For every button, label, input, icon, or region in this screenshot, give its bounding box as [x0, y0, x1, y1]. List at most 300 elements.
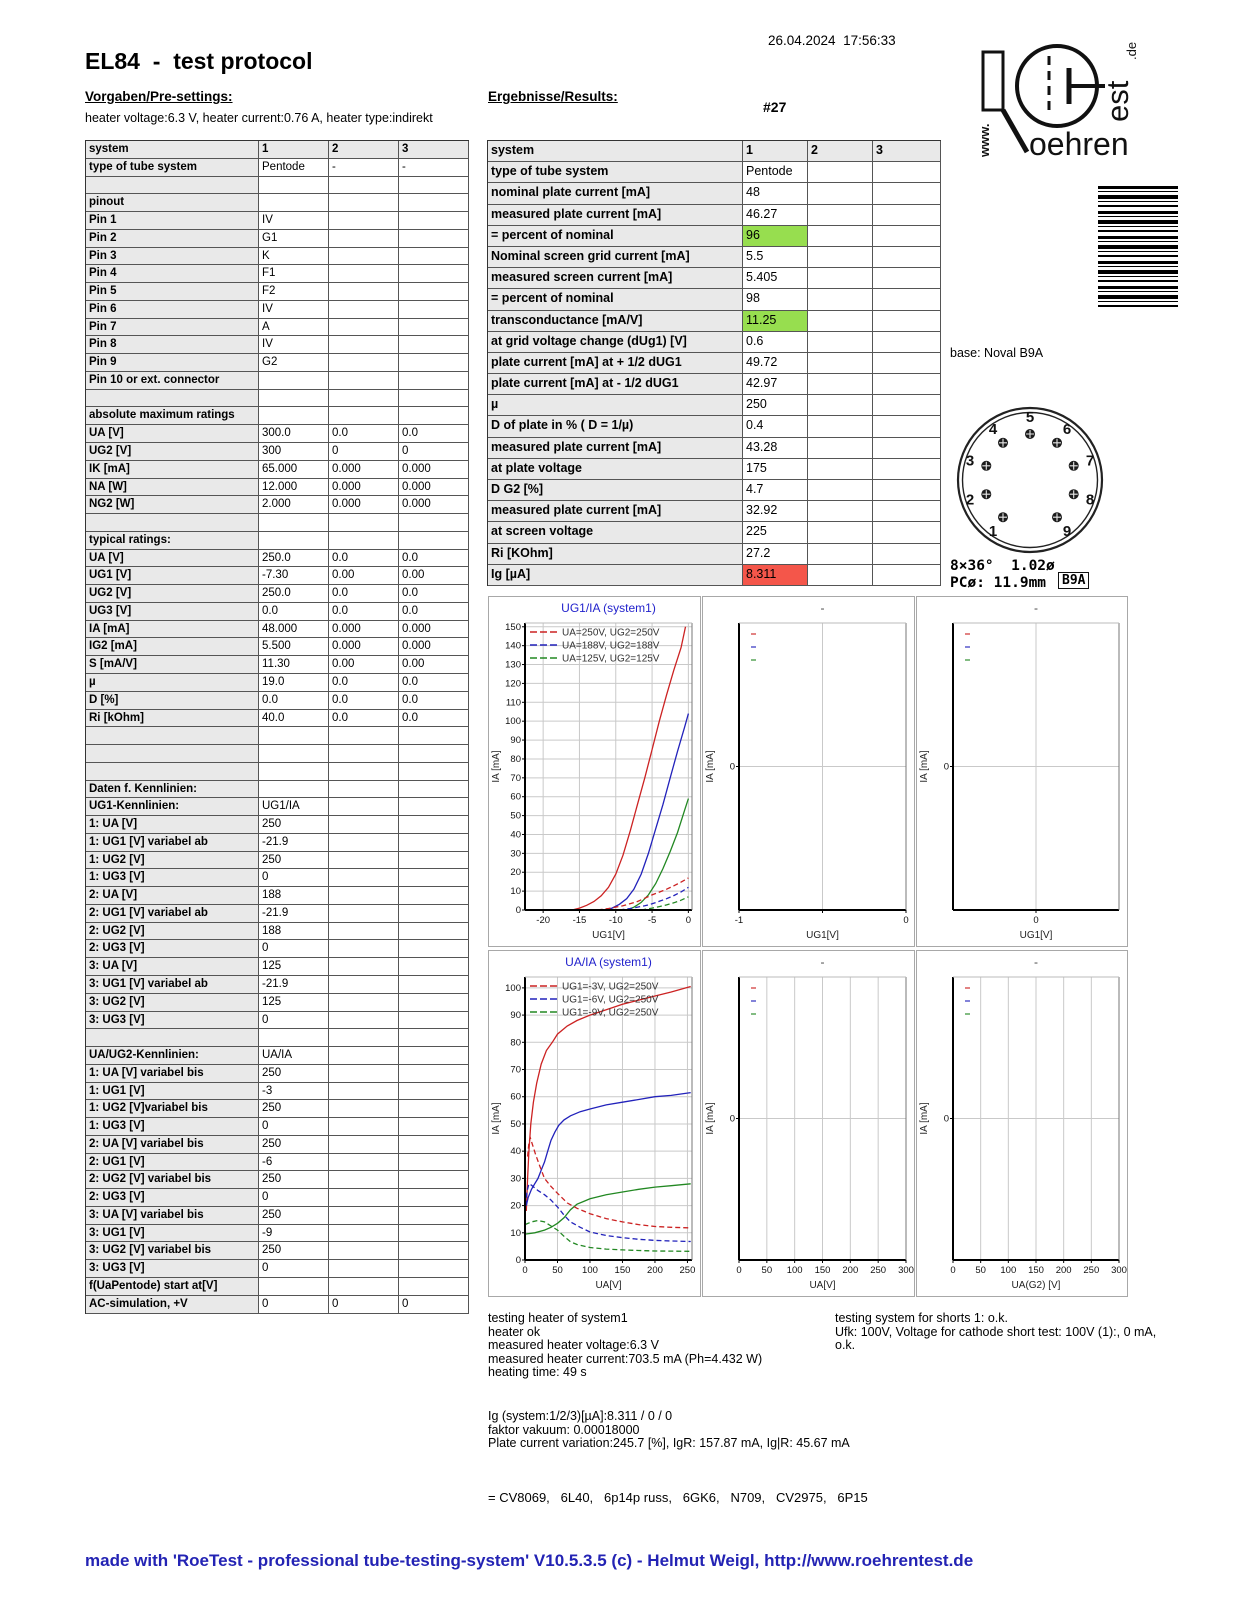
- row-label: measured screen current [mA]: [488, 268, 743, 289]
- row-label: [86, 390, 259, 408]
- row-value: [873, 438, 941, 459]
- row-label: 2: UG2 [V] variabel bis: [86, 1171, 259, 1189]
- svg-text:-5: -5: [647, 915, 657, 926]
- svg-text:0: 0: [729, 761, 735, 773]
- socket-diagram: [948, 400, 1112, 558]
- row-value: 0.4: [743, 416, 808, 437]
- row-value: [399, 230, 469, 248]
- svg-text:30: 30: [510, 848, 521, 860]
- svg-text:200: 200: [647, 1265, 663, 1276]
- row-value: 1: [259, 141, 329, 159]
- svg-text:80: 80: [510, 1037, 521, 1049]
- note-line: testing system for shorts 1: o.k.: [835, 1311, 1008, 1325]
- svg-text:0: 0: [515, 1255, 521, 1266]
- row-value: 0.000: [329, 638, 399, 656]
- row-value: [808, 459, 873, 480]
- row-value: A: [259, 319, 329, 337]
- table-row: [86, 958, 469, 976]
- row-value: [399, 834, 469, 852]
- svg-text:90: 90: [510, 735, 521, 747]
- svg-text:130: 130: [505, 659, 521, 671]
- row-label: Pin 1: [86, 212, 259, 230]
- table-row: [86, 1118, 469, 1136]
- table-row: [86, 1189, 469, 1207]
- row-value: [329, 1225, 399, 1243]
- svg-text:300: 300: [1111, 1265, 1127, 1276]
- svg-text:-: -: [1034, 601, 1038, 615]
- svg-text:20: 20: [510, 1200, 521, 1212]
- row-label: measured plate current [mA]: [488, 205, 743, 226]
- row-label: nominal plate current [mA]: [488, 183, 743, 204]
- row-value: [808, 501, 873, 522]
- table-row: [86, 1012, 469, 1030]
- chart-empty-system2-ua: [702, 950, 915, 1297]
- row-value: 2: [808, 141, 873, 162]
- row-label: Pin 6: [86, 301, 259, 319]
- table-row: [86, 1278, 469, 1296]
- row-label: measured plate current [mA]: [488, 438, 743, 459]
- row-label: Nominal screen grid current [mA]: [488, 247, 743, 268]
- row-value: [329, 1171, 399, 1189]
- svg-text:100: 100: [786, 1265, 803, 1276]
- table-row: [488, 183, 941, 204]
- table-row: [86, 283, 469, 301]
- row-label: 1: UG1 [V]: [86, 1083, 259, 1101]
- row-value: -21.9: [259, 976, 329, 994]
- row-value: 0.000: [399, 496, 469, 514]
- note-line: heating time: 49 s: [488, 1365, 587, 1380]
- row-value: [259, 390, 329, 408]
- table-row: [86, 638, 469, 656]
- table-row: [86, 443, 469, 461]
- row-value: 0.00: [329, 656, 399, 674]
- note-line: Plate current variation:245.7 [%], IgR: 157.87 mA, Ig|R: 45.67 mA: [488, 1436, 850, 1451]
- row-label: µ: [488, 395, 743, 416]
- row-label: Ri [KOhm]: [488, 544, 743, 565]
- row-value: 0.0: [329, 425, 399, 443]
- table-row: [86, 1260, 469, 1278]
- row-value: [329, 1207, 399, 1225]
- row-value: 42.97: [743, 374, 808, 395]
- table-row: [86, 479, 469, 497]
- table-row: [86, 1242, 469, 1260]
- table-row: [86, 550, 469, 568]
- row-value: 250: [259, 1207, 329, 1225]
- svg-text:UG1=-3V, UG2=250V: UG1=-3V, UG2=250V: [562, 981, 659, 993]
- row-label: Pin 8: [86, 336, 259, 354]
- row-value: [399, 816, 469, 834]
- row-value: 2.000: [259, 496, 329, 514]
- table-row: [86, 1154, 469, 1172]
- row-value: [329, 1278, 399, 1296]
- row-value: [329, 1189, 399, 1207]
- row-label: 1: UG2 [V]variabel bis: [86, 1100, 259, 1118]
- row-value: [329, 1083, 399, 1101]
- heater-notes: [488, 1312, 828, 1380]
- row-value: [329, 407, 399, 425]
- row-label: UG1-Kennlinien:: [86, 798, 259, 816]
- svg-text:40: 40: [510, 1146, 521, 1158]
- row-label: D of plate in % ( D = 1/µ): [488, 416, 743, 437]
- row-value: 27.2: [743, 544, 808, 565]
- table-row: [86, 1029, 469, 1047]
- row-value: 32.92: [743, 501, 808, 522]
- row-value: [259, 745, 329, 763]
- row-value: [329, 816, 399, 834]
- svg-text:60: 60: [510, 1091, 521, 1103]
- row-value: UG1/IA: [259, 798, 329, 816]
- row-value: [399, 1171, 469, 1189]
- chart-ua-ia: [488, 950, 701, 1297]
- row-label: UA [V]: [86, 425, 259, 443]
- row-value: 0.000: [329, 496, 399, 514]
- row-value: [259, 407, 329, 425]
- row-value: 48.000: [259, 621, 329, 639]
- logo-de-text: .de: [1124, 41, 1139, 60]
- row-label: AC-simulation, +V: [86, 1296, 259, 1314]
- table-row: [86, 905, 469, 923]
- row-value: 250: [259, 1065, 329, 1083]
- svg-text:10: 10: [510, 1227, 521, 1239]
- row-label: [86, 727, 259, 745]
- row-label: UG3 [V]: [86, 603, 259, 621]
- row-value: [808, 247, 873, 268]
- svg-text:-: -: [820, 601, 825, 615]
- row-value: [259, 372, 329, 390]
- row-value: [399, 1083, 469, 1101]
- logo-www-text: www.: [977, 123, 992, 157]
- row-value: [399, 1154, 469, 1172]
- row-value: 125: [259, 958, 329, 976]
- row-value: [329, 940, 399, 958]
- page-title: EL84 - test protocol: [85, 48, 313, 74]
- row-value: 0.000: [399, 621, 469, 639]
- svg-text:IA [mA]: IA [mA]: [491, 1102, 502, 1135]
- table-row: [86, 177, 469, 195]
- row-value: [808, 226, 873, 247]
- row-value: [399, 372, 469, 390]
- chart-ug1-ia: [488, 596, 701, 947]
- row-value: [808, 374, 873, 395]
- row-value: 0.0: [329, 603, 399, 621]
- table-row: [86, 976, 469, 994]
- row-value: [329, 923, 399, 941]
- svg-text:7: 7: [1085, 452, 1095, 470]
- table-row: [86, 1083, 469, 1101]
- row-value: [873, 205, 941, 226]
- svg-text:-15: -15: [572, 915, 587, 926]
- row-label: Daten f. Kennlinien:: [86, 781, 259, 799]
- row-value: [808, 205, 873, 226]
- note-line: measured heater current:703.5 mA (Ph=4.432 W): [488, 1351, 763, 1366]
- table-row: [488, 501, 941, 522]
- table-row: [86, 603, 469, 621]
- svg-text:9: 9: [1062, 523, 1072, 540]
- table-row: [86, 745, 469, 763]
- row-label: = percent of nominal: [488, 289, 743, 310]
- logo-r-leg: [1003, 110, 1027, 152]
- row-label: 3: UG2 [V]: [86, 994, 259, 1012]
- row-value: 0.0: [399, 425, 469, 443]
- row-value: [329, 834, 399, 852]
- row-label: plate current [mA] at + 1/2 dUG1: [488, 353, 743, 374]
- row-label: 2: UG2 [V]: [86, 923, 259, 941]
- svg-text:50: 50: [510, 810, 521, 822]
- table-row: [488, 205, 941, 226]
- table-row: [86, 1100, 469, 1118]
- row-value: 0.0: [399, 550, 469, 568]
- row-label: 2: UG1 [V]: [86, 1154, 259, 1172]
- row-label: pinout: [86, 194, 259, 212]
- table-row: [488, 162, 941, 183]
- row-value: [329, 319, 399, 337]
- row-label: 3: UG1 [V] variabel ab: [86, 976, 259, 994]
- table-row: [86, 354, 469, 372]
- row-value: [399, 1189, 469, 1207]
- row-value: [399, 745, 469, 763]
- row-value: [329, 763, 399, 781]
- table-row: [86, 1296, 469, 1314]
- row-value: [873, 480, 941, 501]
- svg-text:0: 0: [943, 761, 949, 773]
- row-value: 0.0: [399, 585, 469, 603]
- svg-text:IA [mA]: IA [mA]: [705, 1102, 716, 1135]
- table-row: [86, 763, 469, 781]
- row-value: 0.00: [399, 567, 469, 585]
- row-value: Pentode: [743, 162, 808, 183]
- svg-text:100: 100: [1000, 1265, 1017, 1276]
- row-label: Pin 4: [86, 265, 259, 283]
- row-label: 1: UG2 [V]: [86, 852, 259, 870]
- table-row: [488, 374, 941, 395]
- row-value: 3: [873, 141, 941, 162]
- note-line: measured heater voltage:6.3 V: [488, 1338, 659, 1353]
- row-label: 2: UA [V]: [86, 887, 259, 905]
- row-label: type of tube system: [488, 162, 743, 183]
- row-value: 0.0: [329, 585, 399, 603]
- svg-text:UA/IA (system1): UA/IA (system1): [565, 955, 652, 969]
- row-label: Pin 10 or ext. connector: [86, 372, 259, 390]
- base-badge: B9A: [1058, 572, 1089, 589]
- table-row: [488, 544, 941, 565]
- row-label: 3: UG3 [V]: [86, 1260, 259, 1278]
- shorts-notes: [835, 1312, 1165, 1353]
- row-value: [329, 1136, 399, 1154]
- row-value: 0.00: [399, 656, 469, 674]
- row-value: 49.72: [743, 353, 808, 374]
- row-label: measured plate current [mA]: [488, 501, 743, 522]
- table-row: [488, 289, 941, 310]
- logo-est-text: est: [1100, 80, 1135, 122]
- row-label: plate current [mA] at - 1/2 dUG1: [488, 374, 743, 395]
- svg-text:0: 0: [515, 905, 521, 916]
- note-line: Ufk: 100V, Voltage for cathode short test: 100V (1):, 0 mA, o.k.: [835, 1324, 1157, 1353]
- svg-text:200: 200: [842, 1265, 859, 1276]
- row-value: [329, 905, 399, 923]
- table-row: [86, 621, 469, 639]
- row-value: 0.6: [743, 332, 808, 353]
- row-value: 0.0: [399, 603, 469, 621]
- table-row: [488, 565, 941, 586]
- row-value: [873, 289, 941, 310]
- row-value: [329, 177, 399, 195]
- row-value: [808, 183, 873, 204]
- row-label: f(UaPentode) start at[V]: [86, 1278, 259, 1296]
- row-value: [259, 1278, 329, 1296]
- row-label: 1: UA [V]: [86, 816, 259, 834]
- table-row: [488, 268, 941, 289]
- table-row: [86, 496, 469, 514]
- table-row: [488, 247, 941, 268]
- row-value: 11.30: [259, 656, 329, 674]
- results-table: [487, 140, 941, 586]
- row-value: [329, 265, 399, 283]
- row-label: = percent of nominal: [488, 226, 743, 247]
- row-value: [399, 1012, 469, 1030]
- row-value: [399, 781, 469, 799]
- row-value: [399, 390, 469, 408]
- svg-text:50: 50: [975, 1265, 986, 1276]
- svg-text:UG1[V]: UG1[V]: [592, 930, 625, 941]
- svg-text:5: 5: [1025, 409, 1035, 426]
- chart-empty-system3-ua: [916, 950, 1128, 1297]
- table-row: [488, 311, 941, 332]
- row-value: 5.500: [259, 638, 329, 656]
- row-label: 2: UG1 [V] variabel ab: [86, 905, 259, 923]
- row-value: [399, 994, 469, 1012]
- row-label: transconductance [mA/V]: [488, 311, 743, 332]
- svg-text:150: 150: [505, 621, 521, 633]
- row-label: at grid voltage change (dUg1) [V]: [488, 332, 743, 353]
- row-value: [399, 798, 469, 816]
- table-row: [86, 674, 469, 692]
- base-dimensions: 8×36° 1.02ø: [950, 558, 1055, 574]
- row-value: 0.0: [329, 550, 399, 568]
- table-row: [86, 212, 469, 230]
- table-row: [488, 416, 941, 437]
- svg-text:0: 0: [1033, 915, 1039, 926]
- svg-text:2: 2: [965, 491, 975, 509]
- row-value: 0: [329, 1296, 399, 1314]
- table-row: [86, 923, 469, 941]
- svg-text:150: 150: [814, 1265, 831, 1276]
- svg-text:0: 0: [943, 1113, 949, 1125]
- row-value: 0: [399, 1296, 469, 1314]
- row-label: NA [W]: [86, 479, 259, 497]
- row-value: 0: [259, 1260, 329, 1278]
- row-value: [329, 745, 399, 763]
- row-value: F1: [259, 265, 329, 283]
- row-value: 12.000: [259, 479, 329, 497]
- row-value: -3: [259, 1083, 329, 1101]
- row-label: UG2 [V]: [86, 443, 259, 461]
- row-value: IV: [259, 212, 329, 230]
- row-value: 0.000: [399, 479, 469, 497]
- row-value: 250: [259, 816, 329, 834]
- row-value: 0: [399, 443, 469, 461]
- svg-text:-20: -20: [536, 915, 551, 926]
- svg-text:UG1=-6V, UG2=250V: UG1=-6V, UG2=250V: [562, 994, 659, 1006]
- svg-text:UA[V]: UA[V]: [595, 1280, 622, 1291]
- row-label: Ig [µA]: [488, 565, 743, 586]
- table-row: [86, 834, 469, 852]
- svg-text:6: 6: [1062, 421, 1072, 438]
- svg-text:50: 50: [552, 1265, 563, 1276]
- row-value: [399, 354, 469, 372]
- table-row: [86, 692, 469, 710]
- svg-text:UA(G2) [V]: UA(G2) [V]: [1011, 1280, 1061, 1291]
- row-value: [873, 162, 941, 183]
- row-value: 8.311: [743, 565, 808, 586]
- table-row: [86, 887, 469, 905]
- table-row: [86, 407, 469, 425]
- row-value: [399, 727, 469, 745]
- row-value: [873, 226, 941, 247]
- table-row: [86, 141, 469, 159]
- table-row: [86, 336, 469, 354]
- table-row: [86, 1047, 469, 1065]
- row-value: [808, 332, 873, 353]
- row-value: 225: [743, 522, 808, 543]
- row-value: 188: [259, 923, 329, 941]
- row-value: [399, 958, 469, 976]
- row-value: [399, 763, 469, 781]
- row-value: 175: [743, 459, 808, 480]
- row-value: 48: [743, 183, 808, 204]
- row-label: 3: UG3 [V]: [86, 1012, 259, 1030]
- row-value: [399, 532, 469, 550]
- row-value: 43.28: [743, 438, 808, 459]
- row-value: [399, 194, 469, 212]
- svg-text:-1: -1: [734, 915, 744, 926]
- row-value: [873, 416, 941, 437]
- row-value: G2: [259, 354, 329, 372]
- row-value: [873, 544, 941, 565]
- svg-text:70: 70: [510, 1064, 521, 1076]
- svg-text:50: 50: [761, 1265, 773, 1276]
- row-value: [399, 1225, 469, 1243]
- row-value: 0: [259, 1189, 329, 1207]
- row-label: 2: UG3 [V]: [86, 940, 259, 958]
- row-label: D G2 [%]: [488, 480, 743, 501]
- row-value: 250: [259, 1136, 329, 1154]
- row-value: [399, 1207, 469, 1225]
- row-value: -9: [259, 1225, 329, 1243]
- row-label: 3: UA [V] variabel bis: [86, 1207, 259, 1225]
- table-row: [86, 781, 469, 799]
- row-value: [329, 1047, 399, 1065]
- row-value: [808, 438, 873, 459]
- equivalent-types-line: = CV8069, 6L40, 6p14p russ, 6GK6, N709, CV2975, 6P15: [488, 1490, 868, 1505]
- svg-text:-: -: [1034, 955, 1038, 969]
- row-value: [399, 336, 469, 354]
- svg-text:250: 250: [870, 1265, 887, 1276]
- row-value: 0.0: [399, 674, 469, 692]
- row-value: -21.9: [259, 905, 329, 923]
- row-label: 2: UA [V] variabel bis: [86, 1136, 259, 1154]
- row-value: [329, 336, 399, 354]
- svg-text:90: 90: [510, 1010, 521, 1022]
- table-row: [86, 798, 469, 816]
- table-row: [86, 869, 469, 887]
- svg-text:140: 140: [505, 640, 521, 652]
- row-value: [808, 289, 873, 310]
- row-value: [873, 374, 941, 395]
- row-label: absolute maximum ratings: [86, 407, 259, 425]
- table-row: [86, 159, 469, 177]
- row-value: 19.0: [259, 674, 329, 692]
- row-value: 1: [743, 141, 808, 162]
